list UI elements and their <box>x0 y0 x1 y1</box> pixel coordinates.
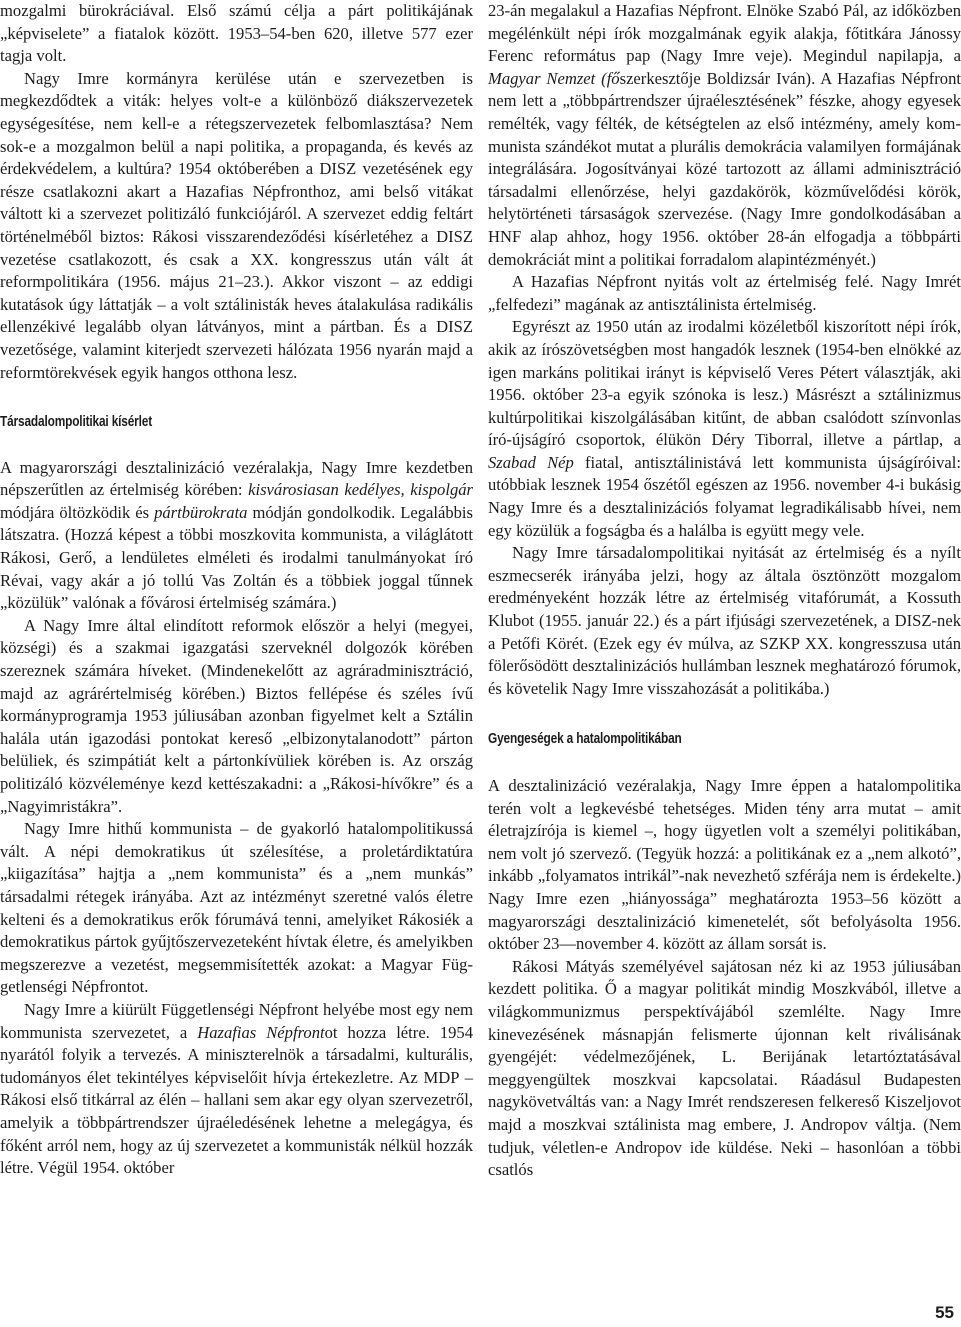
paragraph: mozgalmi bürokráciával. Első számú célja a párt politikájának „képviselete” a fiatalok között. 1953–54-ben 620, illetve 577 ezer tagja volt. <box>0 1 473 66</box>
right-column <box>488 0 961 1182</box>
text-run: 23-án megalakul a Hazafias Népfront. Elnöke Szabó Pál, az időközben megélénkült népi írók mozgalmának egyik alakja, főtitkára Jánossy Ferenc református pap (Nagy Imre veje). Megindul napilapja, a <box>488 1 961 66</box>
italic-text: Szabad Nép <box>488 452 574 472</box>
paragraph: Nagy Imre hithű kommunista – de gyakorló hatalompolitikussá vált. A népi demokratikus út szélesítése, a proletárdiktatúra „kiigazítása” hajtja a „nem kommunista” és a „nem munkás” társadalmi rétegek irányába. Azt az intézményt szeretné valós életre kelteni és a demokratikus erők fórumává tenni, amelyiket Rákosiék a demokratikus pártok gyűjtőszervezeteként hívtak életre, és amelyikben megszerezve a vezetést, megsemmisítették azokat: a Magyar Függetlenségi Népfrontot. <box>0 819 473 997</box>
paragraph <box>0 457 473 615</box>
text-run: módján gondolkodik. Legalábbis látszatra. (Hozzá képest a többi moszkovita kommunista, a világlátott Rákosi, Gerő, a lendületes elméleti és irodalmi tanulmányokat író Révai, vagy akár a jó tollú Vas Zoltán és a többiek joggal tűnnek „közülük” valónak a fővárosi értelmiség számára.) <box>0 502 473 613</box>
italic-text: kisvárosiasan kedélyes, kispolgár <box>248 480 473 500</box>
text-run: módjára öltözködik és <box>0 502 155 522</box>
section-heading: Társadalompolitikai kísérlet <box>0 414 153 431</box>
paragraph: A desztalinizáció vezéralakja, Nagy Imre éppen a hatalompolitika terén volt a legkevésbé tehetséges. Miden tény arra mutat – amit életrajzírója is kiemel –, hogy ügyetlen volt a személyi politikában, nem volt jó szervező. (Tegyük hozzá: a politikának ez a „nem alkotó”, inkább „folyamatos intrikál”-nak nevezhető szférája nem is érdekelte.) Nagy Imre ezen „hiányossága” meghatározta 1953–56 között a magyarországi desztalinizáció kimenetelét, sőt befolyásolta 1956. október 23—november 4. között az állam sorsát is. <box>488 776 961 954</box>
text-run: Nagy Imre a kiürült Függetlenségi Népfront helyébe most egy nem kommunista szervezetet, a <box>0 999 473 1042</box>
paragraph: A Nagy Imre által elindított reformok először a helyi (megyei, községi) és a szakmai igazgatási szerveknél dolgozók körében szereznek számára híveket. (Mindenekelőtt az agráradminisztráció, majd az agrárértelmiség körében.) Biztos fellépése és széles ívű kormányprogramja 1953 júliusában azonban figyelmet kelt a Sztálin halála után igazodási pontokat kereső „elbizonytalanodott” párton belüliek, és szimpátiát kelt a pártonkívüliek körében is. Az ország politizáló közvéleménye kezd kettészakadni: a „Rákosi-hívőkre” és a „Nagyimristákra”. <box>0 615 473 816</box>
paragraph: Nagy Imre kormányra kerülése után e szervezetben is megkezdődtek a viták: helyes volt-e a különböző diákszervezetek egységesítése, nem kell-e a rétegszervezetek felbomlasztása? Nem sok-e a mozgalmon belül a napi politika, a propaganda, és kevés az érdekvédelem, a kultúra? 1954 októberében a DISZ vezetésének egy része csatlakozni akart a Hazafias Népfronthoz, ami belső vitákat váltott ki a szervezet politizáló funkciójáról. A szervezet eddig feltárt történelméből biztos: Rákosi visszarendeződési kísérletéhez a DISZ vezetése csatlakozott, és csak a XX. kongresszus után vált át reformpolitikára (1956. május 21–23.). Akkor viszont – az eddigi kutatások úgy láttatják – a volt sztálinisták heves átalakulása radikális ellenzékivé legalább olyan látványos, mint a pártban. És a DISZ vezetősége, valamint kiterjedt szervezeti hálózata 1956 nyarán majd a reformtörekvések egyik hangos otthona lesz. <box>0 68 473 382</box>
paragraph: A Hazafias Népfront nyitás volt az értelmiség felé. Nagy Imrét „felfedezi” magának az antisztálinista értelmiség. <box>488 272 961 314</box>
left-column <box>0 0 473 1180</box>
text-run: fiatal, antisztálinistává lett kommunista újságíróival: utóbbiak lesznek 1954 őszétől egészen az 1956. november 4-i bukásig Nagy Imre és a desztalinizációs folyamat legradikálisabb hívei, nem egy közülük a fogságba és a halálba is együtt megy vele. <box>488 452 961 540</box>
text-run: Egyrészt az 1950 után az irodalmi közéletből kiszorított népi írók, akik az írószövetségben most hangadók lesznek (1954-ben elnökké az igen markáns politikai irányt is képviselő Veres Pétert választják, aki 1956. október 23-a egyik szónoka is lesz.) Másrészt a sztálinizmus kultúrpolitikai kiszolgálásában kitűnt, de abban csalódott színvonlas író-újságíró csoportok, élükön Déry Tiborral, illetve a pártlap, a <box>488 317 961 450</box>
italic-text: pártbürokrata <box>154 502 248 522</box>
text-run: ot hozza létre. 1954 nyarától folyik a tervezés. A miniszterelnök a társadalmi, kulturális, tudományos élet tekintélyes képviselőit hívja értekezletre. Az MDP – Rákosi első titkárral az élén – hallani sem akar egy olyan szervezetről, amelyik a többpártrendszer újraéledésének lehetne a melegágya, és főként arról nem, hogy az új szervezetet a kommunisták nélkül hozzák létre. Végül 1954. október <box>0 1022 474 1178</box>
italic-text: Magyar Nemzet (fő <box>488 68 620 88</box>
paragraph: Nagy Imre társadalompolitikai nyitását az értelmiség és a nyílt eszmecserék irányába jelzi, hogy az általa ösztönzött mozgalom eredményeként hozzák létre az értelmiség vitafórumát, a Kossuth Klubot (1955. január 22.) és a párt ifjúsági szervezetének, a DISZ-nek a Petőfi Körét. (Ezek egy év múlva, az SZKP XX. kongresszusa után fölerősödött desztalinizációs hullámban lesznek meghatározó fórumok, és követelik Nagy Imre visszahozását a politikába.) <box>488 543 961 698</box>
text-run: A magyarországi desztalinizáció vezéralakja, Nagy Imre kezdetben népszerűtlen az értelmiség körében: <box>0 457 473 500</box>
text-run: szerkesztője Boldizsár Iván). A Hazafias Népfront nem lett a „többpártrendszer újraélesztésének” fészke, ahogy egyesek remélték, vagy félték, de kétségtelen az első intézmény, amely kommunista szándékot mutat a plurális demokrácia valamilyen formájának integrálására. Jogosítványai közé tartozott az állami adminisztráció társadalmi ellenőrzése, helyi gazdakörök, közművelődési körök, helytörténeti társaságok szervezése. (Nagy Imre gondolkodásában a HNF alap ahhoz, hogy 1956. október 28-án elfogadja a többpárti demokráciát mint a politikai forradalom alapintézményét.) <box>488 68 961 269</box>
section-heading: Gyengeségek a hatalompolitikában <box>488 731 682 748</box>
paragraph <box>0 999 473 1180</box>
paragraph <box>488 0 961 271</box>
paragraph: Rákosi Mátyás személyével sajátosan néz ki az 1953 júliusában kezdett politika. Ő a magyar politikát mindig Moszkvából, illetve a világkommunizmus perspektívájából szemlélte. Nagy Imre kinevezésének másnapján felismerte újonnan kelt riválisának gyengéjét: védelmezőjének, L. Berijának letartóztatásával meggyengültek moszkvai kapcsolatai. Ráadásul Budapesten nagykövetváltás van: a Nagy Imrét rendszeresen felkereső Kiszeljovot majd a moszkvai sztálinista mag embere, J. Andropov váltja. (Nem tudjuk, véletlen-e Andropov ide küldése. Neki – hasonlóan a többi csatlós <box>488 956 961 1180</box>
page-number: 55 <box>935 1303 954 1322</box>
italic-text: Hazafias Népfront <box>197 1022 325 1042</box>
paragraph <box>488 316 961 542</box>
